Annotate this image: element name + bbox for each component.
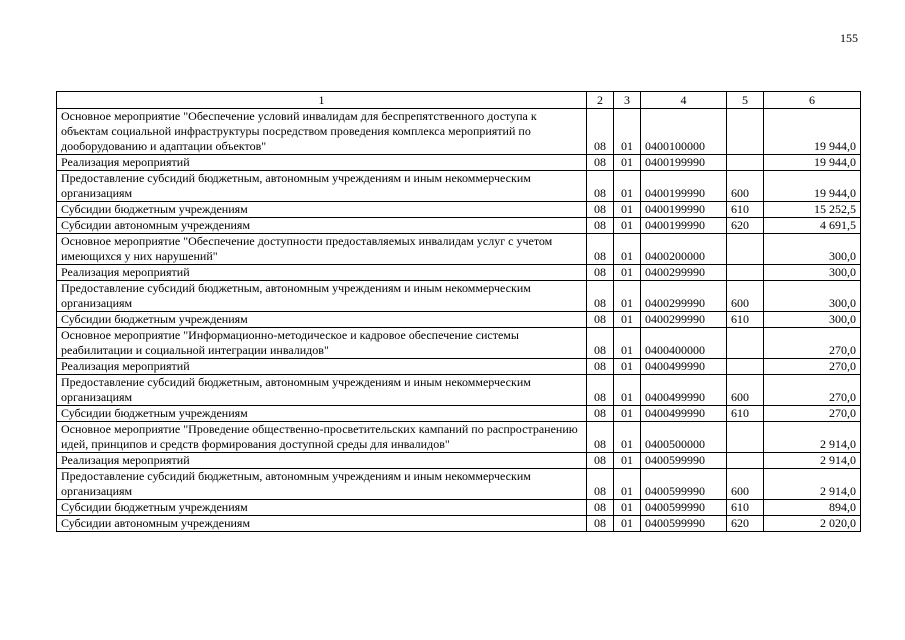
expense-type-code-cell: 610	[727, 202, 764, 218]
expense-type-code-cell: 600	[727, 469, 764, 500]
expense-type-code-cell: 600	[727, 375, 764, 406]
item-name-cell: Основное мероприятие "Проведение общественно-просветительских кампаний по распространению идей, принципов и средств формирования доступной среды для инвалидов"	[57, 422, 587, 453]
amount-cell: 270,0	[764, 328, 861, 359]
subsection-code-cell: 01	[614, 500, 641, 516]
table-row	[57, 422, 861, 453]
section-code-cell: 08	[587, 281, 614, 312]
target-article-code-cell: 0400199990	[641, 171, 727, 202]
table-row	[57, 218, 861, 234]
header-cell-5: 5	[727, 92, 764, 109]
section-code-cell: 08	[587, 422, 614, 453]
section-code-cell: 08	[587, 109, 614, 155]
target-article-code-cell: 0400500000	[641, 422, 727, 453]
item-name-cell: Предоставление субсидий бюджетным, автономным учреждениям и иным некоммерческим организациям	[57, 171, 587, 202]
section-code-cell: 08	[587, 312, 614, 328]
section-code-cell: 08	[587, 202, 614, 218]
header-cell-1: 1	[57, 92, 587, 109]
table-row	[57, 453, 861, 469]
item-name-cell: Основное мероприятие "Информационно-методическое и кадровое обеспечение системы реабилитации и социальной интеграции инвалидов"	[57, 328, 587, 359]
header-cell-6: 6	[764, 92, 861, 109]
item-name-cell: Субсидии бюджетным учреждениям	[57, 500, 587, 516]
section-code-cell: 08	[587, 328, 614, 359]
section-code-cell: 08	[587, 453, 614, 469]
table-header-row	[57, 92, 861, 109]
item-name-cell: Реализация мероприятий	[57, 265, 587, 281]
subsection-code-cell: 01	[614, 375, 641, 406]
section-code-cell: 08	[587, 469, 614, 500]
table-row	[57, 406, 861, 422]
expense-type-code-cell: 620	[727, 218, 764, 234]
target-article-code-cell: 0400599990	[641, 516, 727, 532]
item-name-cell: Реализация мероприятий	[57, 453, 587, 469]
table-row	[57, 155, 861, 171]
target-article-code-cell: 0400199990	[641, 218, 727, 234]
subsection-code-cell: 01	[614, 359, 641, 375]
item-name-cell: Основное мероприятие "Обеспечение доступности предоставляемых инвалидам услуг с учетом имеющихся у них нарушений"	[57, 234, 587, 265]
target-article-code-cell: 0400299990	[641, 265, 727, 281]
amount-cell: 270,0	[764, 359, 861, 375]
section-code-cell: 08	[587, 500, 614, 516]
subsection-code-cell: 01	[614, 155, 641, 171]
expense-type-code-cell	[727, 265, 764, 281]
item-name-cell: Субсидии автономным учреждениям	[57, 218, 587, 234]
table-row	[57, 328, 861, 359]
item-name-cell: Субсидии бюджетным учреждениям	[57, 202, 587, 218]
expense-type-code-cell	[727, 155, 764, 171]
target-article-code-cell: 0400299990	[641, 281, 727, 312]
target-article-code-cell: 0400599990	[641, 453, 727, 469]
table-row	[57, 312, 861, 328]
section-code-cell: 08	[587, 155, 614, 171]
expense-type-code-cell	[727, 328, 764, 359]
section-code-cell: 08	[587, 375, 614, 406]
amount-cell: 19 944,0	[764, 171, 861, 202]
subsection-code-cell: 01	[614, 202, 641, 218]
expense-type-code-cell: 620	[727, 516, 764, 532]
amount-cell: 2 020,0	[764, 516, 861, 532]
subsection-code-cell: 01	[614, 516, 641, 532]
table-row	[57, 516, 861, 532]
expense-type-code-cell: 600	[727, 281, 764, 312]
section-code-cell: 08	[587, 359, 614, 375]
table-row	[57, 265, 861, 281]
header-cell-4: 4	[641, 92, 727, 109]
amount-cell: 4 691,5	[764, 218, 861, 234]
subsection-code-cell: 01	[614, 265, 641, 281]
amount-cell: 894,0	[764, 500, 861, 516]
expense-type-code-cell	[727, 359, 764, 375]
section-code-cell: 08	[587, 265, 614, 281]
budget-table	[56, 91, 861, 532]
amount-cell: 270,0	[764, 375, 861, 406]
section-code-cell: 08	[587, 218, 614, 234]
expense-type-code-cell	[727, 234, 764, 265]
item-name-cell: Предоставление субсидий бюджетным, автономным учреждениям и иным некоммерческим организациям	[57, 281, 587, 312]
target-article-code-cell: 0400199990	[641, 155, 727, 171]
item-name-cell: Субсидии автономным учреждениям	[57, 516, 587, 532]
amount-cell: 2 914,0	[764, 422, 861, 453]
section-code-cell: 08	[587, 171, 614, 202]
subsection-code-cell: 01	[614, 234, 641, 265]
expense-type-code-cell	[727, 453, 764, 469]
target-article-code-cell: 0400400000	[641, 328, 727, 359]
amount-cell: 2 914,0	[764, 469, 861, 500]
amount-cell: 19 944,0	[764, 155, 861, 171]
amount-cell: 300,0	[764, 234, 861, 265]
amount-cell: 270,0	[764, 406, 861, 422]
target-article-code-cell: 0400200000	[641, 234, 727, 265]
item-name-cell: Реализация мероприятий	[57, 155, 587, 171]
subsection-code-cell: 01	[614, 312, 641, 328]
table-row	[57, 375, 861, 406]
amount-cell: 300,0	[764, 312, 861, 328]
target-article-code-cell: 0400499990	[641, 406, 727, 422]
subsection-code-cell: 01	[614, 469, 641, 500]
header-cell-3: 3	[614, 92, 641, 109]
subsection-code-cell: 01	[614, 281, 641, 312]
item-name-cell: Основное мероприятие "Обеспечение условий инвалидам для беспрепятственного доступа к объектам социальной инфраструктуры посредством проведения комплекса мероприятий по дооборудованию и адаптации объектов"	[57, 109, 587, 155]
subsection-code-cell: 01	[614, 422, 641, 453]
table-row	[57, 171, 861, 202]
amount-cell: 19 944,0	[764, 109, 861, 155]
item-name-cell: Субсидии бюджетным учреждениям	[57, 406, 587, 422]
target-article-code-cell: 0400499990	[641, 375, 727, 406]
table-row	[57, 500, 861, 516]
subsection-code-cell: 01	[614, 328, 641, 359]
item-name-cell: Субсидии бюджетным учреждениям	[57, 312, 587, 328]
target-article-code-cell: 0400599990	[641, 469, 727, 500]
amount-cell: 300,0	[764, 281, 861, 312]
table-row	[57, 281, 861, 312]
subsection-code-cell: 01	[614, 453, 641, 469]
expense-type-code-cell: 610	[727, 500, 764, 516]
table-row	[57, 469, 861, 500]
section-code-cell: 08	[587, 406, 614, 422]
target-article-code-cell: 0400299990	[641, 312, 727, 328]
amount-cell: 15 252,5	[764, 202, 861, 218]
expense-type-code-cell: 610	[727, 312, 764, 328]
expense-type-code-cell	[727, 109, 764, 155]
subsection-code-cell: 01	[614, 109, 641, 155]
section-code-cell: 08	[587, 234, 614, 265]
expense-type-code-cell	[727, 422, 764, 453]
page-number: 155	[840, 31, 858, 45]
table-row	[57, 359, 861, 375]
target-article-code-cell: 0400199990	[641, 202, 727, 218]
table-row	[57, 234, 861, 265]
amount-cell: 2 914,0	[764, 453, 861, 469]
subsection-code-cell: 01	[614, 406, 641, 422]
item-name-cell: Предоставление субсидий бюджетным, автономным учреждениям и иным некоммерческим организациям	[57, 375, 587, 406]
subsection-code-cell: 01	[614, 171, 641, 202]
target-article-code-cell: 0400599990	[641, 500, 727, 516]
expense-type-code-cell: 610	[727, 406, 764, 422]
subsection-code-cell: 01	[614, 218, 641, 234]
item-name-cell: Реализация мероприятий	[57, 359, 587, 375]
item-name-cell: Предоставление субсидий бюджетным, автономным учреждениям и иным некоммерческим организациям	[57, 469, 587, 500]
header-cell-2: 2	[587, 92, 614, 109]
target-article-code-cell: 0400100000	[641, 109, 727, 155]
table-row	[57, 202, 861, 218]
section-code-cell: 08	[587, 516, 614, 532]
table-row	[57, 109, 861, 155]
expense-type-code-cell: 600	[727, 171, 764, 202]
amount-cell: 300,0	[764, 265, 861, 281]
target-article-code-cell: 0400499990	[641, 359, 727, 375]
